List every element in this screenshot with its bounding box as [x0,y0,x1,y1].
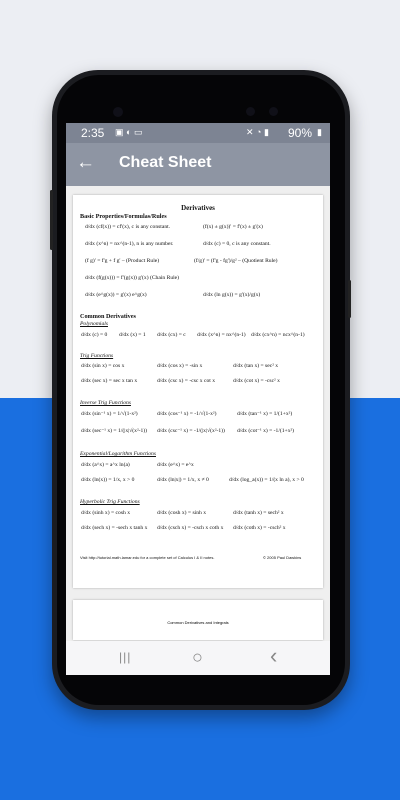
formula: d/dx (c) = 0, c is any constant. [203,241,271,247]
formula: d/dx (c) = 0 [81,332,108,338]
formula: d/dx (sec⁻¹ x) = 1/(|x|√(x²-1)) [81,428,148,434]
formula: d/dx (tan⁻¹ x) = 1/(1+x²) [237,411,293,417]
document-viewer[interactable] [66,186,330,641]
formula: d/dx (x^n) = nx^(n-1) [197,332,246,338]
section-title: Hyperbolic Trig Functions [80,499,140,505]
page2-title: Common Derivatives and Integrals [167,620,229,625]
document-page-2 [73,600,323,640]
formula: d/dx (coth x) = -csch² x [233,525,286,531]
signal-icons: ✕ ◔ ▮ [246,127,269,137]
app-bar [66,143,330,186]
formula: d/dx (sin x) = cos x [81,363,125,369]
basic-heading: Basic Properties/Formulas/Rules [80,213,167,220]
formula: d/dx (ln g(x)) = g'(x)/g(x) [203,292,261,298]
volume-button [50,190,53,250]
formula: d/dx (ln(x)) = 1/x, x > 0 [81,477,135,483]
status-time: 2:35 [81,126,105,140]
formula: d/dx (cos x) = -sin x [157,363,203,369]
power-button [348,280,351,318]
sensor [246,107,255,116]
back-arrow-icon[interactable]: ← [76,152,95,173]
formula: d/dx (cos⁻¹ x) = -1/√(1-x²) [157,411,217,417]
formula: d/dx (cf(x)) = cf'(x), c is any constant. [85,224,171,230]
home-button[interactable]: ○ [192,647,203,667]
formula: d/dx (ln|x|) = 1/x, x ≠ 0 [157,477,209,483]
status-bar [66,123,330,143]
formula: d/dx (sin⁻¹ x) = 1/√(1-x²) [81,411,138,417]
front-camera [113,107,123,117]
formula: d/dx (tanh x) = sech² x [233,510,284,516]
formula: d/dx (a^x) = a^x ln(a) [81,462,130,468]
nav-back-button[interactable]: ‹ [270,643,278,668]
common-heading: Common Derivatives [80,313,136,320]
document-page [73,195,323,588]
battery-icon: ▮ [317,127,322,137]
formula: d/dx (cot⁻¹ x) = -1/(1+x²) [237,428,295,434]
section-title: Trig Functions [80,353,114,359]
sensor [269,107,278,116]
recents-button[interactable]: ||| [119,650,132,664]
formula: d/dx (x^n) = nx^(n-1), n is any number. [85,241,174,247]
formula: d/dx (e^g(x)) = g'(x) e^g(x) [85,292,147,298]
formula: d/dx (cx) = c [157,332,186,338]
formula: d/dx (csch x) = -csch x coth x [157,525,224,531]
formula: d/dx (cot x) = -csc² x [233,378,280,384]
formula: d/dx (f(g(x))) = f'(g(x)) g'(x) (Chain Rule) [85,275,180,281]
formula: d/dx (sec x) = sec x tan x [81,378,138,384]
page-title: Cheat Sheet [119,154,212,171]
formula: d/dx (csc x) = -csc x cot x [157,378,215,384]
notification-icons: ▣ ◐ ▭ [115,127,143,137]
footer-link[interactable]: Visit http://tutorial.math.lamar.edu for a complete set of Calculus I & II notes. [80,555,215,560]
formula: d/dx (cosh x) = sinh x [157,510,206,516]
section-title: Exponential/Logarithm Functions [80,451,156,457]
section-title: Polynomials [80,321,108,327]
navigation-bar [66,641,330,675]
status-battery: 90% [288,126,313,140]
formula: d/dx (e^x) = e^x [157,462,194,468]
formula: (f/g)' = (f'g - fg')/g² – (Quotient Rule) [194,258,278,264]
formula: d/dx (sinh x) = cosh x [81,510,130,516]
formula: d/dx (tan x) = sec² x [233,363,279,369]
copyright: © 2005 Paul Dawkins [263,555,302,560]
formula: d/dx (sech x) = -sech x tanh x [81,525,148,531]
formula: (f g)' = f'g + f g' – (Product Rule) [85,258,160,264]
formula: (f(x) ± g(x))' = f'(x) ± g'(x) [203,224,263,230]
formula: d/dx (x) = 1 [119,332,146,338]
formula: d/dx (log_a(x)) = 1/(x ln a), x > 0 [229,477,304,483]
section-title: Inverse Trig Functions [80,400,131,406]
formula: d/dx (csc⁻¹ x) = -1/(|x|√(x²-1)) [157,428,225,434]
doc-title: Derivatives [181,204,215,212]
formula: d/dx (cx^n) = ncx^(n-1) [251,332,305,338]
screen [66,123,330,675]
